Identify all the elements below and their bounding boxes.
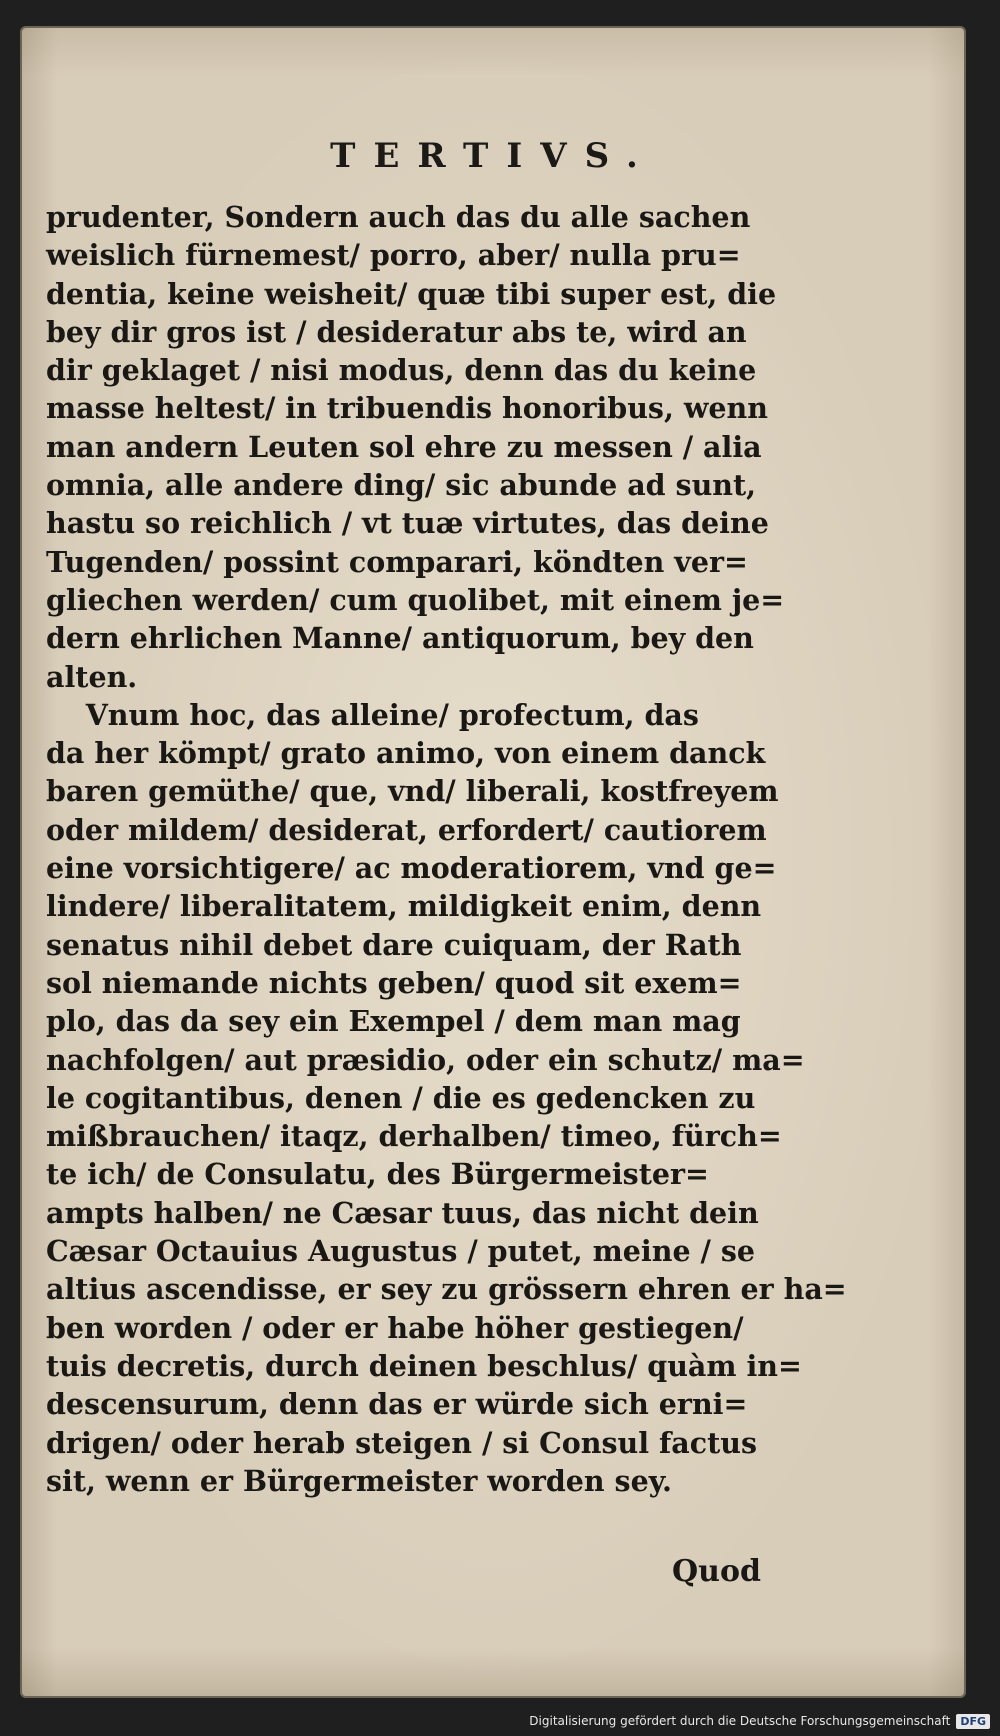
text-line: weislich fürnemest/ porro, aber/ nulla pru= [46,238,741,273]
text-line: Cæsar Octauius Augustus / putet, meine / se [46,1234,756,1269]
text-line: da her kömpt/ grato animo, von einem danck [46,736,766,771]
text-line: lindere/ liberalitatem, mildigkeit enim, denn [46,889,762,924]
text-line: ben worden / oder er habe höher gestiegen/ [46,1310,744,1345]
text-line: plo, das da sey ein Exempel / dem man mag [46,1004,741,1039]
text-line: ampts halben/ ne Cæsar tuus, das nicht dein [46,1195,759,1230]
text-line: dir geklaget / nisi modus, denn das du keine [46,353,757,388]
text-line: drigen/ oder herab steigen / si Consul factus [46,1425,758,1460]
text-line: hastu so reichlich / vt tuæ virtutes, das deine [46,506,769,541]
text-line: te ich/ de Consulatu, des Bürgermeister= [46,1157,709,1192]
text-line: oder mildem/ desiderat, erfordert/ cautiorem [46,812,767,847]
text-line: mißbrauchen/ itaqz, derhalben/ timeo, fürch= [46,1119,782,1154]
text-line: sol niemande nichts geben/ quod sit exem= [46,965,742,1000]
text-line: bey dir gros ist / desideratur abs te, wird an [46,314,747,349]
text-line: prudenter, Sondern auch das du alle sachen [46,200,751,234]
text-line: altius ascendisse, er sey zu grössern ehren er ha= [46,1272,847,1307]
text-line: Tugenden/ possint comparari, köndten ver= [46,544,748,579]
catchword: Quod [672,1554,761,1589]
text-line: man andern Leuten sol ehre zu messen / alia [46,429,762,464]
digitization-credit [529,1710,990,1732]
text-line: descensurum, denn das er würde sich erni= [46,1387,748,1422]
credit-text: Digitalisierung gefördert durch die Deutsche Forschungsgemeinschaft [529,1714,951,1728]
text-line: nachfolgen/ aut præsidio, oder ein schutz/ ma= [46,1042,805,1077]
text-line: sit, wenn er Bürgermeister worden sey. [46,1463,672,1498]
text-line: omnia, alle andere ding/ sic abunde ad sunt, [46,468,757,503]
page-text-block [46,198,847,1500]
text-line: tuis decretis, durch deinen beschlus/ quàm in= [46,1348,802,1383]
text-line: baren gemüthe/ que, vnd/ liberali, kostfreyem [46,774,779,809]
text-line: senatus nihil debet dare cuiquam, der Rath [46,927,742,962]
text-line: dern ehrlichen Manne/ antiquorum, bey den [46,621,754,656]
text-line: alten. [46,659,138,694]
text-line: gliechen werden/ cum quolibet, mit einem je= [46,582,785,617]
dfg-logo-icon: DFG [956,1714,990,1729]
running-head: TERTIVS. [330,136,656,176]
text-line: masse heltest/ in tribuendis honoribus, wenn [46,391,768,426]
text-line: Vnum hoc, das alleine/ profectum, das [46,697,699,732]
book-page [20,26,966,1698]
text-line: le cogitantibus, denen / die es gedencken zu [46,1080,756,1115]
text-line: eine vorsichtigere/ ac moderatiorem, vnd ge= [46,851,777,886]
text-line: dentia, keine weisheit/ quæ tibi super est, die [46,276,777,311]
